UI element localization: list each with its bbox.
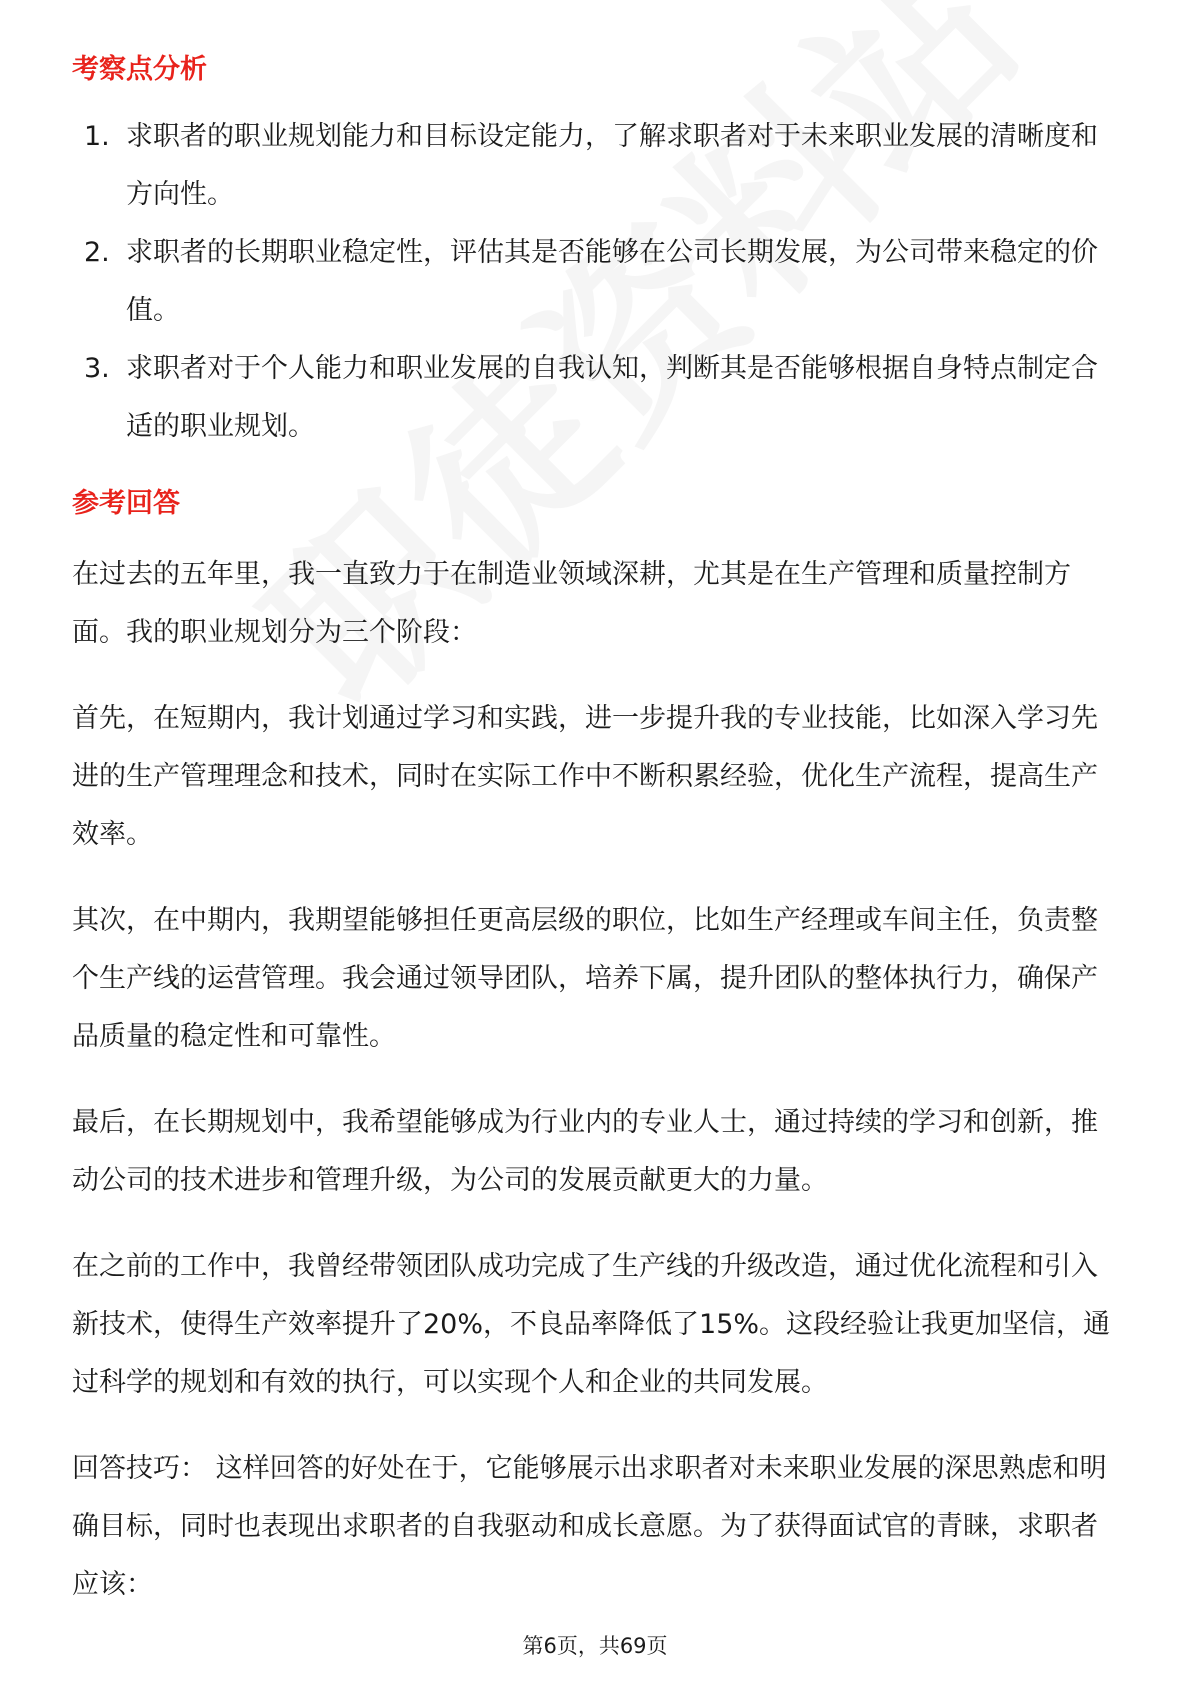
paragraph: 首先，在短期内，我计划通过学习和实践，进一步提升我的专业技能，比如深入学习先进的生产管理理念和技术，同时在实际工作中不断积累经验，优化生产流程，提高生产效率。 — [72, 703, 1098, 850]
list-number: 3. — [84, 353, 110, 384]
paragraph: 在之前的工作中，我曾经带领团队成功完成了生产线的升级改造，通过优化流程和引入新技术，使得生产效率提升了20%，不良品率降低了15%。这段经验让我更加坚信，通过科学的规划和有效的执行，可以实现个人和企业的共同发展。 — [72, 1251, 1111, 1398]
document-body — [72, 48, 1122, 1614]
paragraph: 最后，在长期规划中，我希望能够成为行业内的专业人士，通过持续的学习和创新，推动公司的技术进步和管理升级，为公司的发展贡献更大的力量。 — [72, 1107, 1098, 1196]
list-text: 求职者的长期职业稳定性，评估其是否能够在公司长期发展，为公司带来稳定的价值。 — [126, 237, 1098, 326]
analysis-list — [72, 108, 1122, 456]
page-number: 第6页，共69页 — [522, 1634, 668, 1658]
list-item — [72, 224, 1122, 340]
list-text: 求职者对于个人能力和职业发展的自我认知，判断其是否能够根据自身特点制定合适的职业规划。 — [126, 353, 1098, 442]
list-item — [72, 108, 1122, 224]
section-title-reference-answer: 参考回答 — [72, 488, 180, 519]
section-title-analysis: 考察点分析 — [72, 54, 207, 85]
list-item — [72, 340, 1122, 456]
paragraph: 回答技巧： 这样回答的好处在于，它能够展示出求职者对未来职业发展的深思熟虑和明确目标，同时也表现出求职者的自我驱动和成长意愿。为了获得面试官的青睐，求职者应该： — [72, 1453, 1107, 1600]
list-number: 1. — [84, 121, 110, 152]
list-number: 2. — [84, 237, 110, 268]
list-text: 求职者的职业规划能力和目标设定能力，了解求职者对于未来职业发展的清晰度和方向性。 — [126, 121, 1098, 210]
paragraph: 在过去的五年里，我一直致力于在制造业领域深耕，尤其是在生产管理和质量控制方面。我的职业规划分为三个阶段： — [72, 559, 1071, 648]
paragraph: 其次，在中期内，我期望能够担任更高层级的职位，比如生产经理或车间主任，负责整个生产线的运营管理。我会通过领导团队，培养下属，提升团队的整体执行力，确保产品质量的稳定性和可靠性。 — [72, 905, 1098, 1052]
